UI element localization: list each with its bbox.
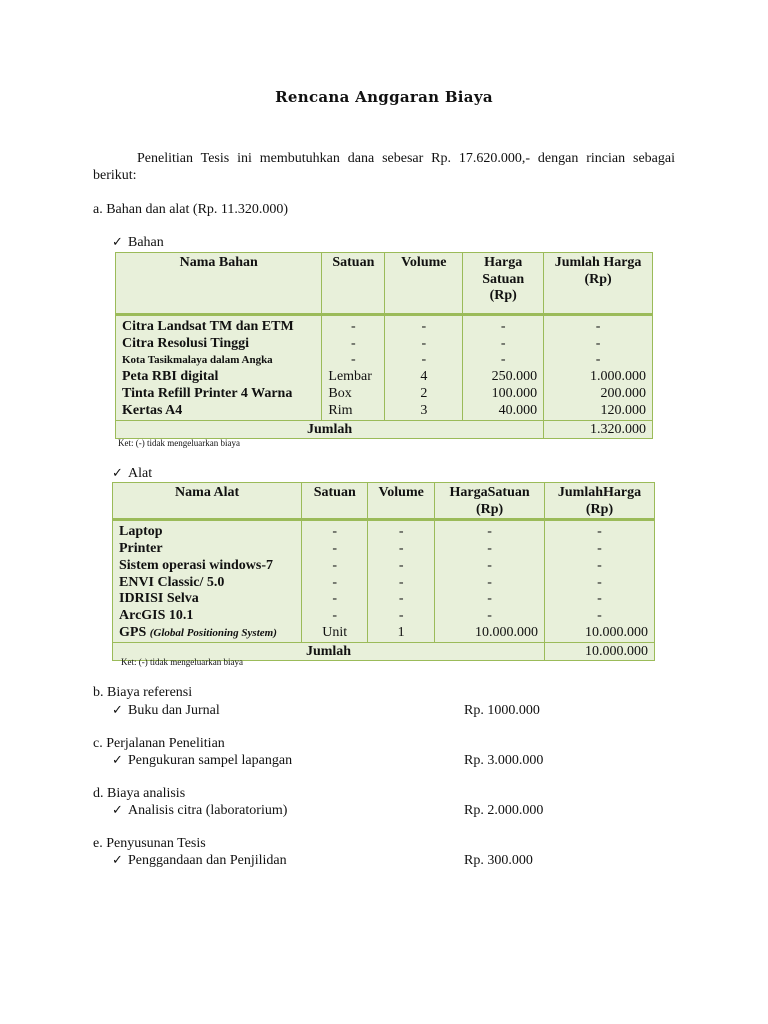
bahan-names (116, 315, 322, 421)
section-c-heading: c. Perjalanan Penelitian (93, 736, 225, 751)
cell: - (421, 319, 427, 334)
header-volume: Volume (385, 253, 463, 315)
bahan-volume-col (385, 315, 463, 421)
section-e-item (112, 853, 287, 869)
table-row: Printer (119, 541, 163, 557)
cell: - (332, 607, 338, 623)
cell: - (398, 541, 404, 557)
cell: - (487, 574, 492, 590)
check-mark-icon: ✓ (112, 753, 123, 768)
cell: - (500, 352, 506, 368)
check-mark-icon: ✓ (112, 853, 123, 868)
table-row: Kota Tasikmalaya dalam Angka (122, 354, 273, 367)
cell: 120.000 (600, 402, 646, 418)
table-row (119, 625, 295, 642)
cell: - (597, 607, 602, 623)
header-harga-satuan: HargaSatuan (Rp) (435, 483, 545, 520)
section-b-heading: b. Biaya referensi (93, 685, 193, 700)
cell: 250.000 (491, 369, 538, 385)
check-mark-icon: ✓ (112, 235, 123, 250)
cell: 200.000 (600, 385, 646, 401)
cell: 3 (420, 402, 428, 418)
bahan-label: Bahan (128, 235, 164, 250)
table-row: IDRISI Selva (119, 591, 199, 607)
cell: - (597, 574, 602, 590)
page-title: Rencana Anggaran Biaya (275, 88, 493, 106)
bahan-total-label: Jumlah (116, 421, 544, 439)
cell: 1.000.000 (590, 369, 646, 385)
cell: 100.000 (491, 385, 538, 401)
check-mark-icon: ✓ (112, 703, 123, 718)
cell: - (595, 319, 601, 334)
section-d-item (112, 803, 287, 819)
cell: - (597, 541, 602, 557)
bahan-table (115, 252, 653, 439)
table-row: Tinta Refill Printer 4 Warna (122, 385, 293, 401)
bahan-harga-col (463, 315, 544, 421)
cell: 4 (420, 369, 428, 385)
gps-detail: (Global Positioning System) (149, 626, 277, 639)
cell: - (351, 319, 356, 334)
cell: - (597, 591, 602, 607)
cell: - (487, 557, 492, 573)
alat-note: Ket: (-) tidak mengeluarkan biaya (121, 657, 243, 667)
section-e-cost: Rp. 300.000 (464, 853, 533, 868)
cell: - (332, 591, 338, 607)
cell: - (398, 574, 404, 590)
cell: - (398, 524, 404, 540)
cell: - (487, 541, 492, 557)
alat-table-header (113, 483, 655, 520)
item-label: Analisis citra (laboratorium) (128, 803, 288, 818)
cell: - (421, 352, 427, 368)
header-volume: Volume (368, 483, 435, 520)
cell: - (332, 557, 338, 573)
section-b-cost: Rp. 1000.000 (464, 703, 540, 718)
alat-harga-col (435, 520, 545, 643)
section-a-heading: a. Bahan dan alat (Rp. 11.320.000) (93, 202, 289, 217)
table-row: ArcGIS 10.1 (119, 607, 194, 623)
section-e-heading: e. Penyusunan Tesis (93, 836, 206, 851)
alat-names (113, 520, 302, 643)
cell: - (332, 574, 338, 590)
bahan-items-block (116, 315, 653, 421)
alat-items-block (113, 520, 655, 643)
intro-paragraph (93, 150, 675, 184)
table-row: Laptop (119, 524, 163, 540)
cell: - (487, 607, 492, 623)
cell: - (500, 335, 506, 351)
header-harga-satuan: Harga Satuan (Rp) (463, 253, 544, 315)
cell: - (421, 335, 427, 351)
cell: 10.000.000 (585, 624, 648, 640)
alat-label-line (112, 466, 152, 482)
alat-total-label: Jumlah (113, 643, 545, 661)
cell: Box (328, 385, 352, 401)
intro-text: Penelitian Tesis ini membutuhkan dana sebesar Rp. 17.620.000,- dengan rincian sebagai berikut: (93, 151, 675, 183)
cell: - (351, 352, 356, 368)
cell: - (595, 352, 601, 368)
alat-volume-col (368, 520, 435, 643)
section-c-item (112, 753, 292, 769)
section-d-cost: Rp. 2.000.000 (464, 803, 544, 818)
table-row: Citra Resolusi Tinggi (122, 335, 250, 351)
bahan-satuan-col (322, 315, 385, 421)
table-row: Citra Landsat TM dan ETM (122, 319, 294, 334)
bahan-table-header (116, 253, 653, 315)
cell: 40.000 (498, 402, 538, 418)
cell: - (398, 607, 404, 623)
cell: - (332, 541, 338, 557)
cell: 10.000.000 (475, 624, 539, 640)
alat-total-value: 10.000.000 (545, 643, 655, 661)
alat-label: Alat (128, 466, 153, 481)
cell: - (500, 319, 506, 334)
alat-table (112, 482, 655, 661)
bahan-jumlah-col (544, 315, 653, 421)
item-label: Penggandaan dan Penjilidan (128, 853, 287, 868)
cell: Lembar (328, 369, 372, 385)
cell: - (332, 524, 338, 540)
header-nama-bahan: Nama Bahan (116, 253, 322, 315)
section-c-cost: Rp. 3.000.000 (464, 753, 544, 768)
cell: - (597, 557, 602, 573)
cell: - (487, 524, 492, 540)
cell: Rim (328, 402, 353, 418)
bahan-total-row (116, 421, 653, 439)
alat-satuan-col (302, 520, 368, 643)
cell: - (398, 557, 404, 573)
header-satuan: Satuan (302, 483, 368, 520)
header-jumlah-harga: Jumlah Harga (Rp) (544, 253, 653, 315)
item-label: Pengukuran sampel lapangan (128, 753, 293, 768)
cell: - (398, 591, 404, 607)
section-b-item (112, 703, 220, 719)
check-mark-icon: ✓ (112, 803, 123, 818)
table-row: Peta RBI digital (122, 369, 219, 385)
bahan-note: Ket: (-) tidak mengeluarkan biaya (118, 438, 240, 448)
cell: - (597, 524, 602, 540)
cell: 2 (420, 385, 428, 401)
cell: Unit (322, 624, 348, 640)
cell: - (351, 335, 356, 351)
table-row: Kertas A4 (122, 402, 183, 418)
alat-jumlah-col (545, 520, 655, 643)
header-nama-alat: Nama Alat (113, 483, 302, 520)
header-jumlah-harga: JumlahHarga (Rp) (545, 483, 655, 520)
bahan-label-line (112, 235, 164, 251)
table-row: Sistem operasi windows-7 (119, 557, 274, 573)
cell: 1 (397, 624, 405, 640)
check-mark-icon: ✓ (112, 466, 123, 481)
cell: - (595, 335, 601, 351)
bahan-total-value: 1.320.000 (544, 421, 653, 439)
table-row: ENVI Classic/ 5.0 (119, 574, 225, 590)
cell: - (487, 591, 492, 607)
header-satuan: Satuan (322, 253, 385, 315)
item-label: Buku dan Jurnal (128, 703, 220, 718)
gps-name: GPS (119, 624, 147, 640)
section-d-heading: d. Biaya analisis (93, 786, 186, 801)
